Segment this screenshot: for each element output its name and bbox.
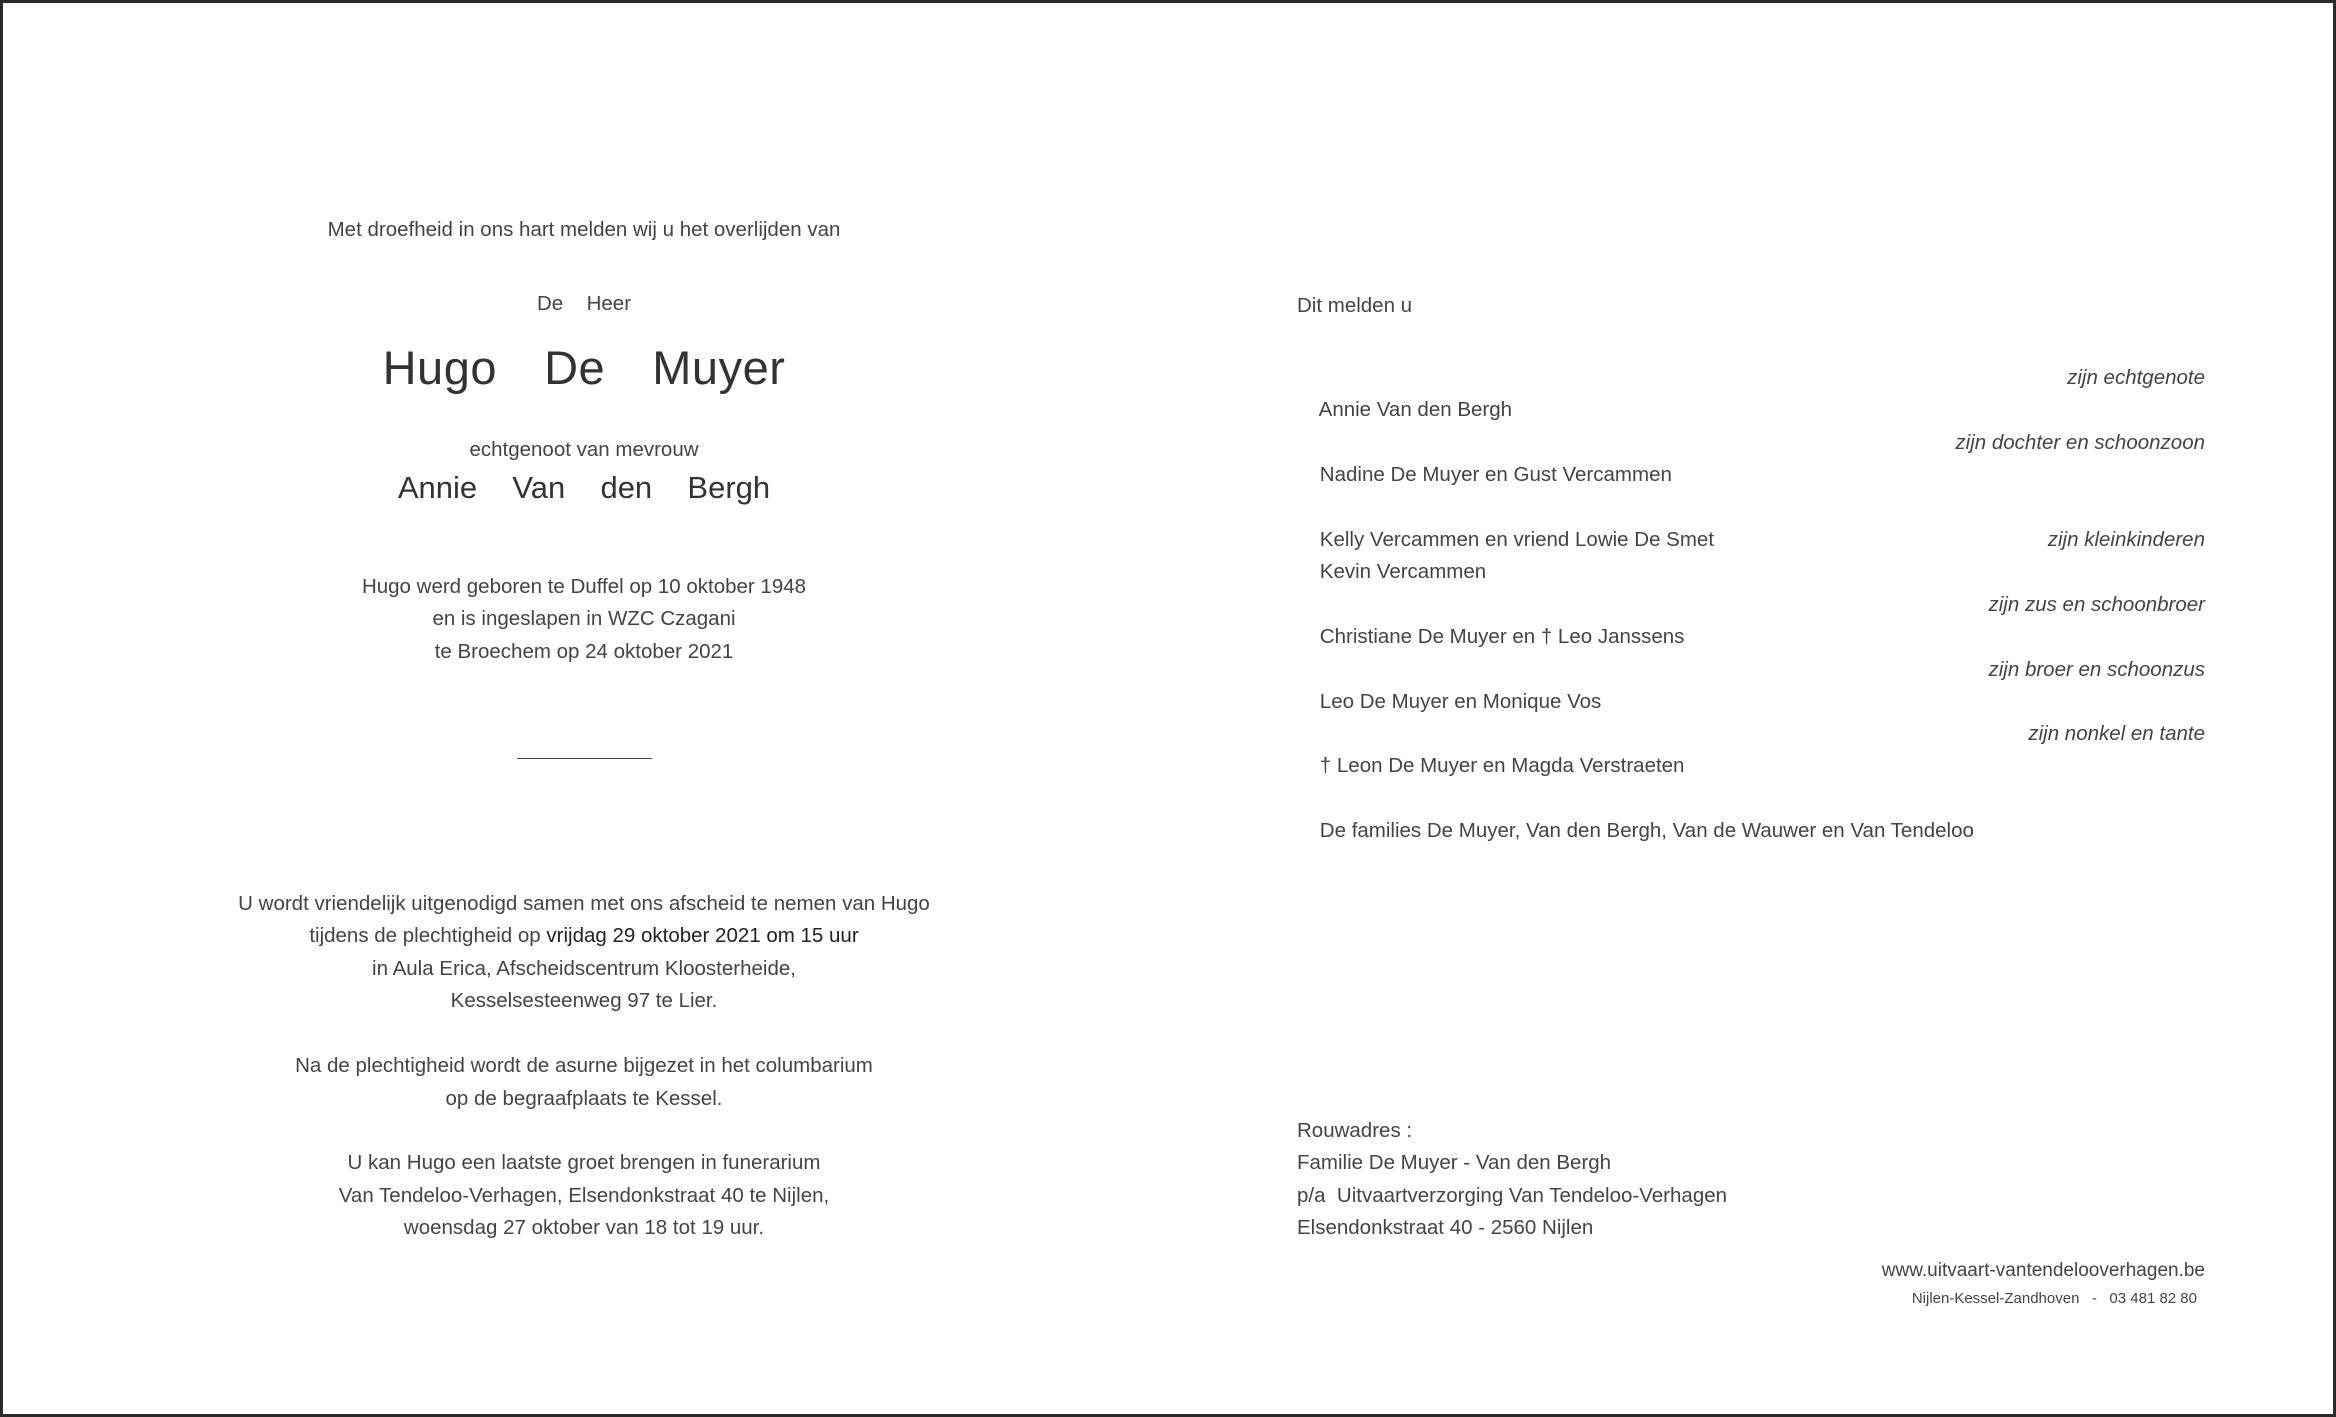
deceased-name: Hugo De Muyer <box>382 341 786 394</box>
spouse-intro: echtgenoot van mevrouw <box>469 438 699 461</box>
undertaker-website: www.uitvaart-vantendelooverhagen.be <box>1881 1260 2205 1281</box>
bio-line: en is ingeslapen in WZC Czagani <box>432 607 736 630</box>
visit-line: woensdag 27 oktober van 18 tot 19 uur. <box>403 1216 765 1239</box>
family-names: Leo De Muyer en Monique Vos <box>1319 690 1602 713</box>
family-relation: zijn broer en schoonzus <box>1988 658 2205 681</box>
family-names: Christiane De Muyer en † Leo Janssens <box>1319 625 1685 648</box>
address-line: Elsendonkstraat 40 - 2560 Nijlen <box>1297 1216 1594 1239</box>
family-names: De families De Muyer, Van den Bergh, Van de Wauwer en Van Tendeloo <box>1319 819 1974 842</box>
salutation: De Heer <box>536 292 632 315</box>
bio-line: te Broechem op 24 oktober 2021 <box>434 640 734 663</box>
family-relation: zijn nonkel en tante <box>2028 722 2205 745</box>
undertaker-region-phone: Nijlen-Kessel-Zandhoven - 03 481 82 80 <box>1911 1290 2197 1307</box>
family-names: † Leon De Muyer en Magda Verstraeten <box>1319 754 1685 777</box>
ceremony-line: U wordt vriendelijk uitgenodigd samen met ons afscheid te nemen van Hugo <box>238 892 930 915</box>
burial-line: op de begraafplaats te Kessel. <box>445 1087 723 1110</box>
ceremony-line: in Aula Erica, Afscheidscentrum Kloosterheide, <box>372 957 796 980</box>
address-line: Familie De Muyer - Van den Bergh <box>1297 1151 1612 1174</box>
burial-line: Na de plechtigheid wordt de asurne bijgezet in het columbarium <box>295 1054 873 1077</box>
address-line: p/a Uitvaartverzorging Van Tendeloo-Verhagen <box>1297 1184 1728 1207</box>
ceremony-line: Kesselsesteenweg 97 te Lier. <box>450 989 718 1012</box>
divider <box>517 758 652 759</box>
family-names: Nadine De Muyer en Gust Vercammen <box>1319 463 1672 486</box>
family-relation: zijn echtgenote <box>2067 366 2205 389</box>
spouse-name: Annie Van den Bergh <box>397 470 771 505</box>
family-names: Kevin Vercammen <box>1319 560 1487 583</box>
family-relation: zijn dochter en schoonzoon <box>1955 431 2205 454</box>
bio-line: Hugo werd geboren te Duffel op 10 oktober 1948 <box>361 575 807 598</box>
family-names: Annie Van den Bergh <box>1318 398 1513 421</box>
visit-line: Van Tendeloo-Verhagen, Elsendonkstraat 40 te Nijlen, <box>338 1184 830 1207</box>
intro-text: Met droefheid in ons hart melden wij u het overlijden van <box>327 218 841 241</box>
ceremony-line <box>184 920 984 952</box>
ceremony-date-time: vrijdag 29 oktober 2021 om 15 uur <box>546 924 859 947</box>
family-names: Kelly Vercammen en vriend Lowie De Smet <box>1319 528 1715 551</box>
family-heading: Dit melden u <box>1297 294 1413 317</box>
visit-line: U kan Hugo een laatste groet brengen in funerarium <box>347 1151 821 1174</box>
family-entry <box>1297 783 2205 879</box>
address-label: Rouwadres : <box>1297 1119 1413 1142</box>
ceremony-prefix: tijdens de plechtigheid op <box>309 924 547 947</box>
family-relation: zijn zus en schoonbroer <box>1988 593 2205 616</box>
family-relation: zijn kleinkinderen <box>2047 528 2205 551</box>
